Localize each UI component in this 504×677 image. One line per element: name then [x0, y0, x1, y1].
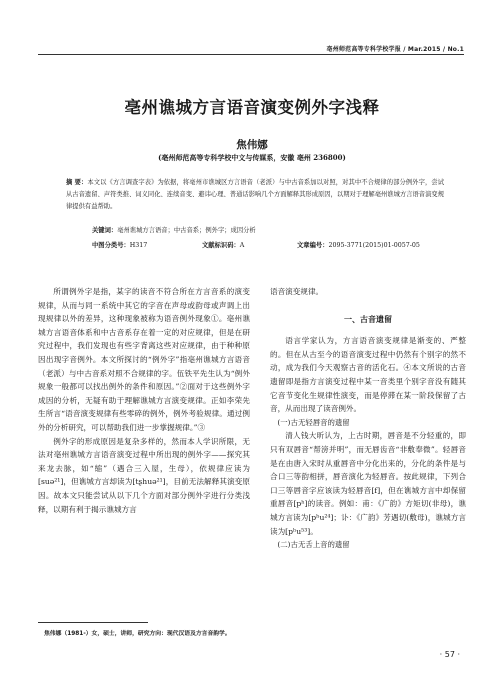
- clc-label: 中图分类号：: [92, 242, 130, 249]
- body-paragraph: 清人钱大昕认为，上古时期，唇音是不分轻重的，即只有双唇音“帮滂并明”，而无唇齿音“非敷奉微”。轻唇音是在由唐入宋时从重唇音中分化出来的，分化的条件是与合口三等韵相拼，唇音演化为轻唇音。按此规律，下列合口三等唇音字应该读为轻唇音[f]，但在谯城方言中却保留重唇音[pʰ]的读音。例如：甫：《广韵》方矩切(非母)，谯城方言读为[pʰu²⁴]；讣：《广韵》芳遇切(敷母)，谯城方言读为[pʰu⁵³]。: [270, 431, 466, 536]
- right-column: [270, 285, 466, 552]
- header-rule: [38, 54, 464, 55]
- body-paragraph: 语言学家认为，方言语音演变规律是渐变的、严整的。但在从古至今的语音演变过程中仍然有个别字的然不动，成为我们今天观察古音的活化石。④本文所说的古音遗留即是指方言演变过程中某一音类里个别字音没有随其它音节变化生规律性演变，而是停滞在某一阶段保留了古音，从而出现了读音例外。: [270, 336, 466, 414]
- abstract: [66, 177, 444, 213]
- body-paragraph: 语音演变规律。: [270, 287, 324, 296]
- footnote-rule: [38, 622, 148, 623]
- abstract-label: 摘 要：: [66, 179, 88, 186]
- keywords: [92, 225, 256, 234]
- page-number: · 57 ·: [439, 650, 460, 659]
- doc-value: A: [239, 242, 245, 249]
- keywords-label: 关键词：: [92, 227, 118, 234]
- author-affiliation: (亳州师范高等专科学校中文与传媒系，安徽 亳州 236800): [158, 153, 346, 162]
- author-name: 焦伟娜: [236, 139, 268, 151]
- body-paragraph: 所谓例外字是指，某字的读音不符合所在方言音系的演变规律，从而与同一系统中其它的字音在声母或韵母或声调上出现规律以外的差异，这种现象被称为语音例外现象①。亳州谯城方言语音体系和中古音系存在着一定的对应规律，但是在研究过程中，我们发现也有些字背离这些对应规律，由于种种原因出现字音例外。本文所探讨的“例外字”指亳州谯城方言语音（老派）与中古音系对照不合规律的字。伍铁平先生认为“例外规象一般都可以找出例外的条件和原因。”②面对于这些例外字成因的分析，无疑有助于理解谯城方言演变规律。正如李荣先生所言“语音演变规律有些零碎的例外，例外考验规律。通过例外的分析研究，可以帮助我们进一步掌握规律。”③: [38, 287, 250, 432]
- art-value: 2095-3771(2015)01-0057-05: [328, 242, 420, 249]
- art-label: 文章编号：: [297, 242, 329, 249]
- running-header: 亳州师范高等专科学校学报 / Mar.2015 / No.1: [326, 46, 464, 53]
- article-title: 亳州谯城方言语音演变例外字浅释: [124, 98, 380, 117]
- clc-number: [92, 240, 147, 249]
- subsection-heading: (一)古无轻唇音的遗留: [277, 417, 350, 427]
- body-paragraph: 例外字的形成原因是复杂多样的，然而本人学识所限，无法对亳州谯城方言语音演变过程中所出现的例外字——探究其来龙去脉，如“缩”（遇合三入屋，生母），依规律应读为[suə²¹]，但谯城方言却读为[tʂhuə²¹]，目前无法解释其演变原因。故本文只能尝试从以下几个方面对部分例外字进行分类浅释，以期有利于揭示谯城方言: [38, 436, 250, 514]
- subsection-heading: (二)古无舌上音的遗留: [277, 540, 350, 550]
- keywords-text: 亳州谯城方言语音；中古音系；例外字；成因分析: [117, 227, 256, 234]
- abstract-text: 本文以《方言调查字表》为依据，将亳州市谯城区方言语音（老派）与中古音系加以对照，对其中不合规律的部分例外字，尝试从古音遗留、声符类推、词义同化、连续音变、避讳心理、普通话影响几个方面解释其形成原因，以期对于理解亳州谯城方言语音演变规律提供有益帮助。: [66, 179, 444, 210]
- footnote: 焦伟娜（1981-）女，硕士，讲师，研究方向：现代汉语及方言音韵学。: [44, 631, 231, 637]
- left-column: [38, 285, 250, 516]
- clc-value: H317: [129, 242, 148, 249]
- article-number: [297, 240, 420, 249]
- doc-label: 文献标识码：: [202, 242, 240, 249]
- doc-code: [202, 240, 244, 249]
- section-heading: 一、古音遗留: [344, 314, 392, 324]
